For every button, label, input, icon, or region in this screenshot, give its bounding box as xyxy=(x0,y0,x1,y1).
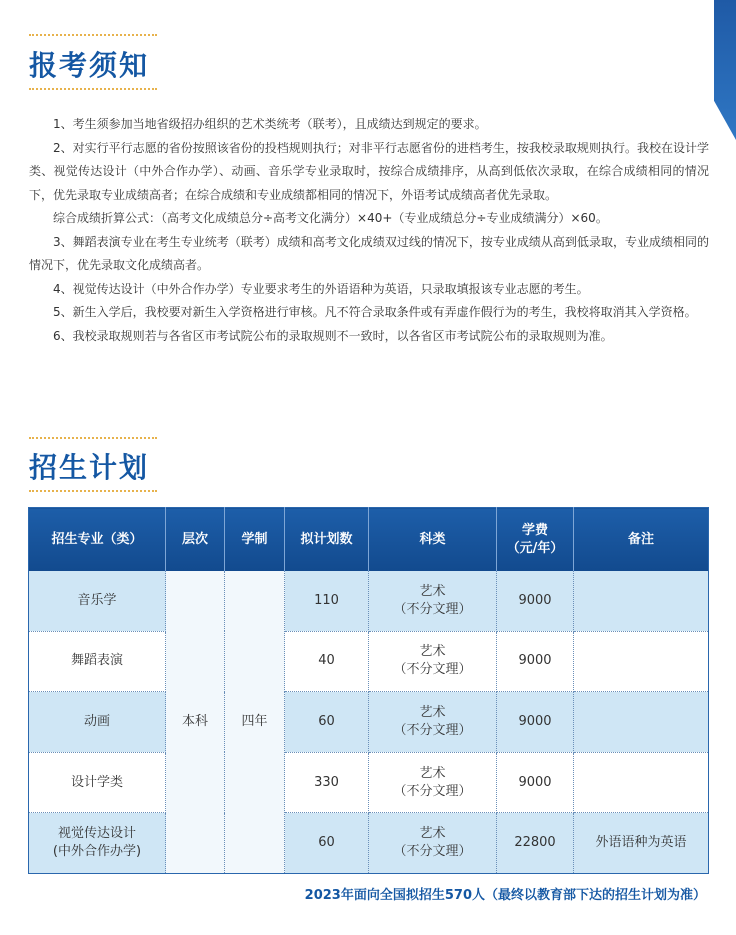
header-fee: 学费 （元/年） xyxy=(497,508,574,572)
cell-fee: 22800 xyxy=(497,813,574,874)
cell-plan: 60 xyxy=(285,692,369,753)
rule-2: 2、对实行平行志愿的省份按照该省份的投档规则执行；对非平行志愿省份的进档考生，按我校录取规则执行。我校在设计学类、视觉传达设计（中外合作办学）、动画、音乐学专业录取时，按综合成绩排序，从高到低依次录取，在综合成绩相同的情况下，优先录取专业成绩高者；在综合成绩和专业成绩都相同的情况下，外语考试成绩高者优先录取。 xyxy=(29,140,709,202)
cell-duration: 四年 xyxy=(225,571,285,873)
header-category: 科类 xyxy=(369,508,497,572)
cell-category: 艺术 （不分文理） xyxy=(369,692,497,753)
cell-category: 艺术 （不分文理） xyxy=(369,571,497,631)
title-divider-top-2 xyxy=(29,437,157,439)
header-major: 招生专业（类） xyxy=(29,508,166,572)
cell-plan: 60 xyxy=(285,813,369,874)
header-remark: 备注 xyxy=(574,508,709,572)
table-row xyxy=(29,813,709,874)
table-row xyxy=(29,752,709,813)
rule-4: 4、视觉传达设计（中外合作办学）专业要求考生的外语语种为英语，只录取填报该专业志愿的考生。 xyxy=(53,281,589,296)
rule-6: 6、我校录取规则若与各省区市考试院公布的录取规则不一致时，以各省区市考试院公布的录取规则为准。 xyxy=(53,328,613,343)
cell-remark xyxy=(574,571,709,631)
cell-remark xyxy=(574,752,709,813)
cell-remark xyxy=(574,631,709,692)
enrollment-plan-table xyxy=(28,507,708,874)
cell-category: 艺术 （不分文理） xyxy=(369,752,497,813)
cell-plan: 40 xyxy=(285,631,369,692)
table-row xyxy=(29,571,709,631)
enrollment-footnote: 2023年面向全国拟招生570人（最终以教育部下达的招生计划为准） xyxy=(304,888,706,903)
table-row xyxy=(29,692,709,753)
header-duration: 学制 xyxy=(225,508,285,572)
notice-rules xyxy=(29,113,709,348)
header-level: 层次 xyxy=(166,508,225,572)
cell-level: 本科 xyxy=(166,571,225,873)
decorative-corner xyxy=(714,0,736,140)
cell-category: 艺术 （不分文理） xyxy=(369,631,497,692)
cell-major: 视觉传达设计 (中外合作办学) xyxy=(29,813,166,874)
cell-plan: 110 xyxy=(285,571,369,631)
rule-formula: 综合成绩折算公式：（高考文化成绩总分÷高考文化满分）×40+（专业成绩总分÷专业成绩满分）×60。 xyxy=(53,211,608,225)
table-header-row xyxy=(29,508,709,572)
rule-1: 1、考生须参加当地省级招办组织的艺术类统考（联考），且成绩达到规定的要求。 xyxy=(53,117,487,131)
cell-major: 舞蹈表演 xyxy=(29,631,166,692)
cell-category: 艺术 （不分文理） xyxy=(369,813,497,874)
section-title-plan: 招生计划 xyxy=(29,451,150,484)
title-divider-bottom-2 xyxy=(29,490,157,492)
cell-plan: 330 xyxy=(285,752,369,813)
title-divider-top xyxy=(29,34,157,36)
cell-fee: 9000 xyxy=(497,571,574,631)
section-title-notice: 报考须知 xyxy=(29,49,150,82)
cell-major: 设计学类 xyxy=(29,752,166,813)
rule-5: 5、新生入学后，我校要对新生入学资格进行审核。凡不符合录取条件或有弄虚作假行为的考生，我校将取消其入学资格。 xyxy=(53,305,697,319)
table-row xyxy=(29,631,709,692)
title-divider-bottom xyxy=(29,88,157,90)
cell-major: 动画 xyxy=(29,692,166,753)
header-plan: 拟计划数 xyxy=(285,508,369,572)
cell-remark: 外语语种为英语 xyxy=(574,813,709,874)
rule-3: 3、舞蹈表演专业在考生专业统考（联考）成绩和高考文化成绩双过线的情况下，按专业成绩从高到低录取，专业成绩相同的情况下，优先录取文化成绩高者。 xyxy=(29,234,709,272)
cell-fee: 9000 xyxy=(497,752,574,813)
cell-major: 音乐学 xyxy=(29,571,166,631)
cell-remark xyxy=(574,692,709,753)
cell-fee: 9000 xyxy=(497,692,574,753)
cell-fee: 9000 xyxy=(497,631,574,692)
